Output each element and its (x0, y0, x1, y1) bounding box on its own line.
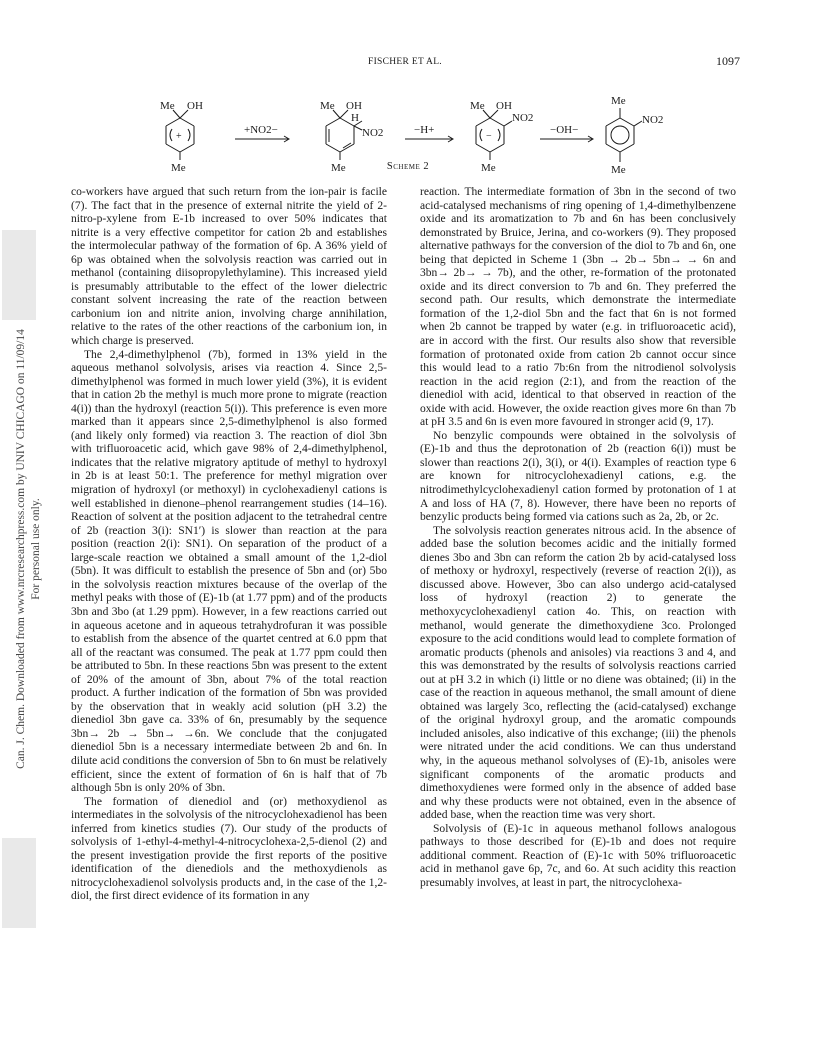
label-me: Me (160, 100, 175, 112)
paragraph: The formation of dienediol and (or) methoxydienol as intermediates in the solvolysis of the nitrocyclohexadienol has been inferred from kinetics studies (7). Our study of the products of solvolysis of 1-ethyl-4-methyl-4-nitrocyclohexa-2,5-dienol (2) and the present investigation provide the first reports of the positive identification of the dienediols and the methoxydienols as nitrocyclohexadienol solvolysis products and, in the case of the 1,2-diol, the first direct evidence of its formation in any (71, 795, 387, 903)
label-no2: NO2 (642, 114, 664, 126)
paragraph: Solvolysis of (E)-1c in aqueous methanol follows analogous pathways to those described for (E)-1b and does not require additional comment. Reaction of (E)-1c with 50% trifluoroacetic acid in methanol gave 6p, 7c, and 6o. At such acidity this reaction presumably involves, at least in part, the nitrocyclohexa- (420, 822, 736, 889)
watermark-line-source: Can. J. Chem. Downloaded from www.nrcresearchpress.com by UNIV CHICAGO on 11/09/14 (15, 329, 27, 769)
label-me: Me (320, 100, 335, 112)
label-oh: OH (187, 100, 203, 112)
label-minus-charge: − (486, 131, 492, 142)
label-oh: OH (346, 100, 362, 112)
page-header (0, 54, 816, 74)
scan-artifact (2, 230, 36, 320)
scheme-caption: Scheme 2 (386, 161, 430, 172)
label-h: H (351, 112, 359, 124)
label-me: Me (611, 95, 626, 107)
paragraph: No benzylic compounds were obtained in the solvolysis of (E)-1b and thus the deprotonation of 2b (reaction 6(i)) must be slower than reactions 2(i), 3(i), or 4(i). Examples of reaction type 6 are known for nitrocyclohexadienyl cations, e.g. the nitrodimethylcyclohexadienyl cation formed by protonation of 1 at A and loss of HA (7, 8). However, there have been no reports of benzylic products being formed via cations such as 2a, 2b, or 2c. (420, 429, 736, 524)
label-oh: OH (496, 100, 512, 112)
label-me: Me (481, 162, 496, 174)
label-plus-charge: + (176, 131, 182, 142)
structure-anion (476, 110, 512, 160)
scan-artifact (2, 838, 36, 928)
arrow-label-lose-proton: −H+ (414, 124, 435, 136)
label-me: Me (611, 164, 626, 176)
arrow-label-lose-hydroxide: −OH− (550, 124, 579, 136)
label-no2: NO2 (512, 112, 534, 124)
page-number: 1097 (716, 54, 740, 68)
label-me: Me (331, 162, 346, 174)
running-head: FISCHER ET AL. (368, 57, 442, 67)
watermark-line-usage: For personal use only. (30, 498, 42, 600)
structure-aromatic (606, 108, 642, 162)
left-column (71, 186, 387, 904)
paragraph: The solvolysis reaction generates nitrous acid. In the absence of added base the solution becomes acidic and the initially formed dienes 3bo and 3bn can reform the cation 2b by acid-catalysed loss of methoxy or hydroxyl, respectively (reverse of reaction 2(i)), as discussed above. However, 3bo can also undergo acid-catalysed loss of hydroxyl (reaction 2) to generate the methoxycyclohexadienyl cation 4o. This, on reaction with methanol, would generate the dimethoxydiene 3co. Prolonged exposure to the acid conditions would lead to complete formation of aromatic products (phenols and anisoles) via reactions 3 and 4, and this was demonstrated by the results of solvolysis reactions carried out at pH 3.2 in which (i) little or no diene was obtained; (ii) in the case of the reaction in aqueous methanol, the small amount of diene obtained was largely 3co, reflecting the (acid-catalysed) exchange of the original hydroxyl group, and the aromatic compounds included anisoles, also indicative of this exchange; (iii) the phenols were nitrated under the acid conditions. We can thus understand why, in the aqueous methanol solvolyses of (E)-1b, anisoles were significant components of the aromatic products and dimethoxydienes were formed only in the absence of added base and why these products were not obtained, even in the absence of added base, when the reaction time was very short. (420, 524, 736, 822)
right-column (420, 186, 736, 890)
arrow-label-add-nitrite: +NO2− (244, 124, 278, 136)
paragraph: co-workers have argued that such return from the ion-pair is facile (7). The fact that in the presence of external nitrite the yield of 2-nitro-p-xylene from E-1b increased to over 50% indicates that nitrite is a very effective competitor for cation 2b and establishes the intermolecular pathway of the formation of 6p. A 36% yield of 6p was obtained when the solvolysis reaction was carried out in methanol (containing diisopropylethylamine). This increased yield is presumably attributable to the effect of the lower dielectric constant solvent increasing the rate of the reaction between carbonium ion and nitrite anion, involving charge annihilation, relative to the rates of the other reactions of the carbonium ion, in which charge is preserved. (71, 186, 387, 348)
label-no2: NO2 (362, 127, 384, 139)
download-watermark (14, 289, 46, 809)
paragraph: reaction. The intermediate formation of 3bn in the second of two acid-catalysed mechanisms of ring opening of 1,4-dimethylbenzene oxide and its aromatization to 7b and 6n has been conclusively demonstrated by Bruice, Jerina, and co-workers (9). They proposed alternative pathways for the conversion of the diol to 7b and 6n, one being that depicted in Scheme 1 (3bn → 2b→ 5bn→ → 6n and 3bn→ 2b→ → 7b), and the other, re-formation of the protonated oxide and its direct conversion to 7b and 6n. They preferred the second path. Our results, which demonstrate the intermediate formation of the 1,2-diol 5bn and the fact that 6n is not formed when 2b cannot be trapped by water (e.g. in trifluoroacetic acid), are in accord with the first. Our results also show that reversible formation of protonated oxide from cation 2b cannot occur since this would lead to a ratio 7b:6n from the nitrodienol solvolysis reaction in the acid region (2:1), and from the reaction of the dienediol with acid, identical to that observed in reaction of the oxide with acid. However, the oxide reaction gives more 6n than 7b at pH 3.5 and 6n is even more favoured in stronger acid (9, 17). (420, 186, 736, 429)
reaction-scheme (140, 78, 700, 198)
label-me: Me (171, 162, 186, 174)
label-me: Me (470, 100, 485, 112)
paragraph: The 2,4-dimethylphenol (7b), formed in 13% yield in the aqueous methanol solvolysis, arises via reaction 4. Since 2,5-dimethylphenol was formed in much lower yield (3%), it is evident that in cation 2b the methyl is much more prone to migrate (reaction 4(i)) than the hydroxyl (reaction 5(i)). This preference is even more marked than it appears since 2,5-dimethylphenol is also formed (and likely only formed) via reaction 3. The reaction of diol 3bn with trifluoroacetic acid, which gave 98% of 2,4-dimethylphenol, indicates that the relative migratory aptitude of methyl to hydroxyl in 2b is at least 50:1. The preference for methyl migration over migration of hydroxyl (or methoxyl) in cyclohexadienyl cations is well established in dienone–phenol rearrangement studies (14–16). Reaction of solvent at the position adjacent to the tetrahedral centre of 2b (reaction 3(i): SN1′) is slower than reaction at the para position (reaction 2(i): SN1). On separation of the product of a large-scale reaction we obtained a small amount of the 1,2-diol (5bn). It was difficult to establish the presence of 5bn and (or) 5bo in the solvolysis reaction mixtures because of the overlap of the methyl peaks with those of (E)-1b (at 1.77 ppm) and of the products 3bn and 3bo (at 1.29 ppm). However, in a few reactions carried out in aqueous acetone and in aqueous tetrahydrofuran it was possible to establish from the absence of the quartet centred at 6.0 ppm that all of the reactant was consumed. The peak at 1.77 ppm could then be attributed to 5bn. In these reactions 5bn was present to the extent of 20% of the amount of 3bn, about 7% of the total reaction product. A further indication of the formation of 5bn was provided by the observation that in weakly acid solution (pH 3.2) the dienediol 3bn gave ca. 33% of 6n, presumably by the sequence 3bn→ 2b → 5bn→ →6n. We conclude that the conjugated dienediol 5bn is a necessary intermediate between 2b and 6n. In dilute acid conditions the conversion of 5bn to 6n must be relatively efficient, since the extent of formation of 6n is half that of 7b although 5bn is only 20% of 3bn. (71, 348, 387, 795)
